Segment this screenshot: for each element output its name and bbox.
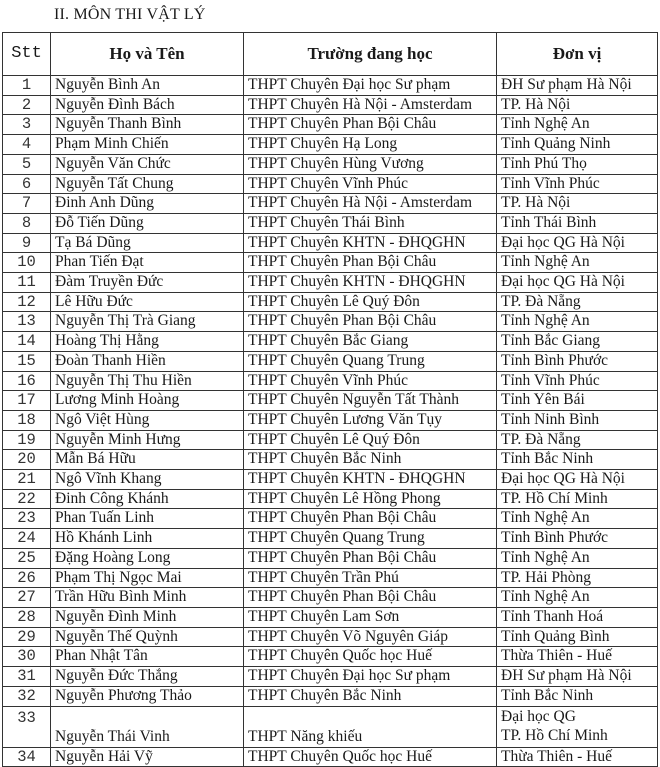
cell-school: THPT Chuyên Hạ Long [244,135,497,155]
cell-unit: Tỉnh Quảng Ninh [497,135,658,155]
cell-name: Nguyễn Tất Chung [51,174,244,194]
table-row [3,568,658,588]
cell-stt: 19 [3,430,51,450]
cell-name: Nguyễn Hải Vỹ [51,747,244,767]
cell-unit: Tỉnh Bình Phước [497,529,658,549]
table-row [3,332,658,352]
cell-stt: 13 [3,312,51,332]
cell-name: Lê Hữu Đức [51,292,244,312]
cell-school: THPT Chuyên Phan Bội Châu [244,509,497,529]
cell-unit: Tỉnh Nghệ An [497,115,658,135]
cell-name: Lương Minh Hoàng [51,391,244,411]
cell-name: Phạm Thị Ngọc Mai [51,568,244,588]
cell-name: Đàm Truyền Đức [51,273,244,293]
table-body [3,76,658,767]
table-row [3,450,658,470]
cell-unit: Tỉnh Bắc Ninh [497,450,658,470]
cell-unit: Tỉnh Vĩnh Phúc [497,371,658,391]
cell-stt: 23 [3,509,51,529]
table-row [3,667,658,687]
table-row [3,253,658,273]
cell-unit: Tỉnh Nghệ An [497,509,658,529]
cell-name: Phan Tiến Đạt [51,253,244,273]
cell-name: Đoàn Thanh Hiền [51,351,244,371]
table-row [3,706,658,747]
cell-unit: Thừa Thiên - Huế [497,747,658,767]
cell-unit: ĐH Sư phạm Hà Nội [497,76,658,96]
cell-stt: 33 [3,706,51,747]
cell-stt: 27 [3,588,51,608]
cell-name: Tạ Bá Dũng [51,233,244,253]
cell-stt: 6 [3,174,51,194]
cell-unit: Tỉnh Nghệ An [497,312,658,332]
table-row [3,489,658,509]
cell-unit: Tỉnh Thanh Hoá [497,607,658,627]
cell-school: THPT Chuyên Đại học Sư phạm [244,667,497,687]
table-row [3,410,658,430]
cell-stt: 10 [3,253,51,273]
cell-name: Hồ Khánh Linh [51,529,244,549]
section-title: II. MÔN THI VẬT LÝ [54,6,206,23]
table-row [3,647,658,667]
table-row [3,588,658,608]
cell-school: THPT Chuyên Bắc Ninh [244,686,497,706]
cell-unit: TP. Đà Nẵng [497,292,658,312]
cell-school: THPT Chuyên Hà Nội - Amsterdam [244,95,497,115]
table-header-row [3,33,658,76]
cell-stt: 31 [3,667,51,687]
table-row [3,747,658,767]
cell-unit: TP. Hải Phòng [497,568,658,588]
cell-name: Nguyễn Bình An [51,76,244,96]
header-unit: Đơn vị [497,33,658,76]
cell-stt: 21 [3,470,51,490]
cell-stt: 15 [3,351,51,371]
cell-unit: Tỉnh Quảng Bình [497,627,658,647]
cell-stt: 11 [3,273,51,293]
cell-school: THPT Chuyên Phan Bội Châu [244,588,497,608]
cell-unit: Tỉnh Thái Bình [497,213,658,233]
cell-name: Đỗ Tiến Dũng [51,213,244,233]
cell-stt: 16 [3,371,51,391]
table-row [3,135,658,155]
cell-name: Nguyễn Phương Thảo [51,686,244,706]
table-row [3,154,658,174]
cell-unit: ĐH Sư phạm Hà Nội [497,667,658,687]
cell-name: Hoàng Thị Hằng [51,332,244,352]
cell-name: Nguyễn Đình Bách [51,95,244,115]
cell-stt: 1 [3,76,51,96]
cell-school: THPT Chuyên KHTN - ĐHQGHN [244,470,497,490]
cell-school: THPT Chuyên Phan Bội Châu [244,115,497,135]
cell-name: Phan Tuấn Linh [51,509,244,529]
cell-school: THPT Chuyên Lê Quý Đôn [244,430,497,450]
cell-stt: 5 [3,154,51,174]
cell-unit: TP. Hà Nội [497,95,658,115]
cell-unit: Tỉnh Ninh Bình [497,410,658,430]
table-row [3,95,658,115]
cell-name: Đặng Hoàng Long [51,548,244,568]
cell-unit: Tỉnh Bình Phước [497,351,658,371]
cell-school: THPT Chuyên Nguyễn Tất Thành [244,391,497,411]
table-row [3,312,658,332]
cell-name: Nguyễn Thị Trà Giang [51,312,244,332]
cell-school: THPT Chuyên Bắc Ninh [244,450,497,470]
table-row [3,627,658,647]
header-name: Họ và Tên [51,33,244,76]
cell-name: Nguyễn Thái Vinh [51,706,244,747]
cell-stt: 3 [3,115,51,135]
cell-unit: TP. Hồ Chí Minh [497,489,658,509]
cell-name: Trần Hữu Bình Minh [51,588,244,608]
table-row [3,686,658,706]
cell-name: Nguyễn Thế Quỳnh [51,627,244,647]
cell-stt: 12 [3,292,51,312]
cell-unit: Tỉnh Nghệ An [497,588,658,608]
table-row [3,115,658,135]
table-row [3,76,658,96]
cell-school: THPT Chuyên Phan Bội Châu [244,312,497,332]
cell-name: Nguyễn Thanh Bình [51,115,244,135]
cell-stt: 18 [3,410,51,430]
cell-unit: Tỉnh Bắc Ninh [497,686,658,706]
cell-name: Nguyễn Minh Hưng [51,430,244,450]
cell-stt: 28 [3,607,51,627]
cell-school: THPT Chuyên Quốc học Huế [244,647,497,667]
cell-unit: Tỉnh Phú Thọ [497,154,658,174]
cell-school: THPT Chuyên Bắc Giang [244,332,497,352]
table-row [3,273,658,293]
cell-unit: Đại học QG Hà Nội [497,233,658,253]
cell-school: THPT Chuyên KHTN - ĐHQGHN [244,233,497,253]
cell-name: Ngô Việt Hùng [51,410,244,430]
cell-stt: 9 [3,233,51,253]
cell-school: THPT Chuyên KHTN - ĐHQGHN [244,273,497,293]
table-row [3,607,658,627]
cell-unit: Đại học QG Hà Nội [497,470,658,490]
table-row [3,292,658,312]
cell-stt: 22 [3,489,51,509]
table-row [3,233,658,253]
cell-stt: 30 [3,647,51,667]
cell-unit [497,706,658,747]
cell-stt: 20 [3,450,51,470]
cell-school: THPT Chuyên Đại học Sư phạm [244,76,497,96]
cell-school: THPT Chuyên Lam Sơn [244,607,497,627]
cell-school: THPT Chuyên Quang Trung [244,351,497,371]
candidates-table [2,32,658,767]
cell-school: THPT Chuyên Lương Văn Tụy [244,410,497,430]
cell-stt: 14 [3,332,51,352]
header-stt: Stt [3,33,51,76]
cell-school: THPT Chuyên Quốc học Huế [244,747,497,767]
cell-stt: 8 [3,213,51,233]
cell-school: THPT Chuyên Lê Quý Đôn [244,292,497,312]
cell-stt: 7 [3,194,51,214]
cell-school: THPT Chuyên Vĩnh Phúc [244,371,497,391]
cell-unit: Thừa Thiên - Huế [497,647,658,667]
table-row [3,430,658,450]
cell-unit: Tỉnh Yên Bái [497,391,658,411]
cell-stt: 32 [3,686,51,706]
cell-school: THPT Chuyên Võ Nguyên Giáp [244,627,497,647]
cell-school: THPT Chuyên Phan Bội Châu [244,548,497,568]
header-school: Trường đang học [244,33,497,76]
cell-unit: TP. Đà Nẵng [497,430,658,450]
cell-stt: 17 [3,391,51,411]
cell-name: Mẫn Bá Hữu [51,450,244,470]
cell-school: THPT Năng khiếu [244,706,497,747]
table-row [3,470,658,490]
cell-unit: Tỉnh Vĩnh Phúc [497,174,658,194]
cell-stt: 4 [3,135,51,155]
cell-stt: 29 [3,627,51,647]
table-row [3,213,658,233]
cell-unit-line1: Đại học QG [501,708,576,725]
cell-stt: 25 [3,548,51,568]
table-row [3,509,658,529]
cell-stt: 2 [3,95,51,115]
table-row [3,548,658,568]
cell-name: Nguyễn Đình Minh [51,607,244,627]
cell-name: Nguyễn Đức Thắng [51,667,244,687]
cell-school: THPT Chuyên Hà Nội - Amsterdam [244,194,497,214]
cell-unit: Tỉnh Bắc Giang [497,332,658,352]
cell-school: THPT Chuyên Vĩnh Phúc [244,174,497,194]
cell-school: THPT Chuyên Lê Hồng Phong [244,489,497,509]
cell-school: THPT Chuyên Phan Bội Châu [244,253,497,273]
table-row [3,371,658,391]
cell-name: Phạm Minh Chiến [51,135,244,155]
cell-school: THPT Chuyên Hùng Vương [244,154,497,174]
cell-name: Phan Nhật Tân [51,647,244,667]
cell-unit: TP. Hà Nội [497,194,658,214]
cell-school: THPT Chuyên Quang Trung [244,529,497,549]
table-row [3,351,658,371]
table-row [3,391,658,411]
cell-unit: Tỉnh Nghệ An [497,548,658,568]
cell-name: Nguyễn Văn Chức [51,154,244,174]
cell-school: THPT Chuyên Thái Bình [244,213,497,233]
cell-name: Đinh Anh Dũng [51,194,244,214]
cell-unit: Tỉnh Nghệ An [497,253,658,273]
cell-stt: 34 [3,747,51,767]
cell-name: Nguyễn Thị Thu Hiền [51,371,244,391]
table-row [3,529,658,549]
table-row [3,174,658,194]
cell-school: THPT Chuyên Trần Phú [244,568,497,588]
cell-stt: 24 [3,529,51,549]
cell-name: Đinh Công Khánh [51,489,244,509]
cell-unit-line2: TP. Hồ Chí Minh [501,726,608,744]
cell-name: Ngô Vĩnh Khang [51,470,244,490]
table-row [3,194,658,214]
cell-unit: Đại học QG Hà Nội [497,273,658,293]
cell-stt: 26 [3,568,51,588]
